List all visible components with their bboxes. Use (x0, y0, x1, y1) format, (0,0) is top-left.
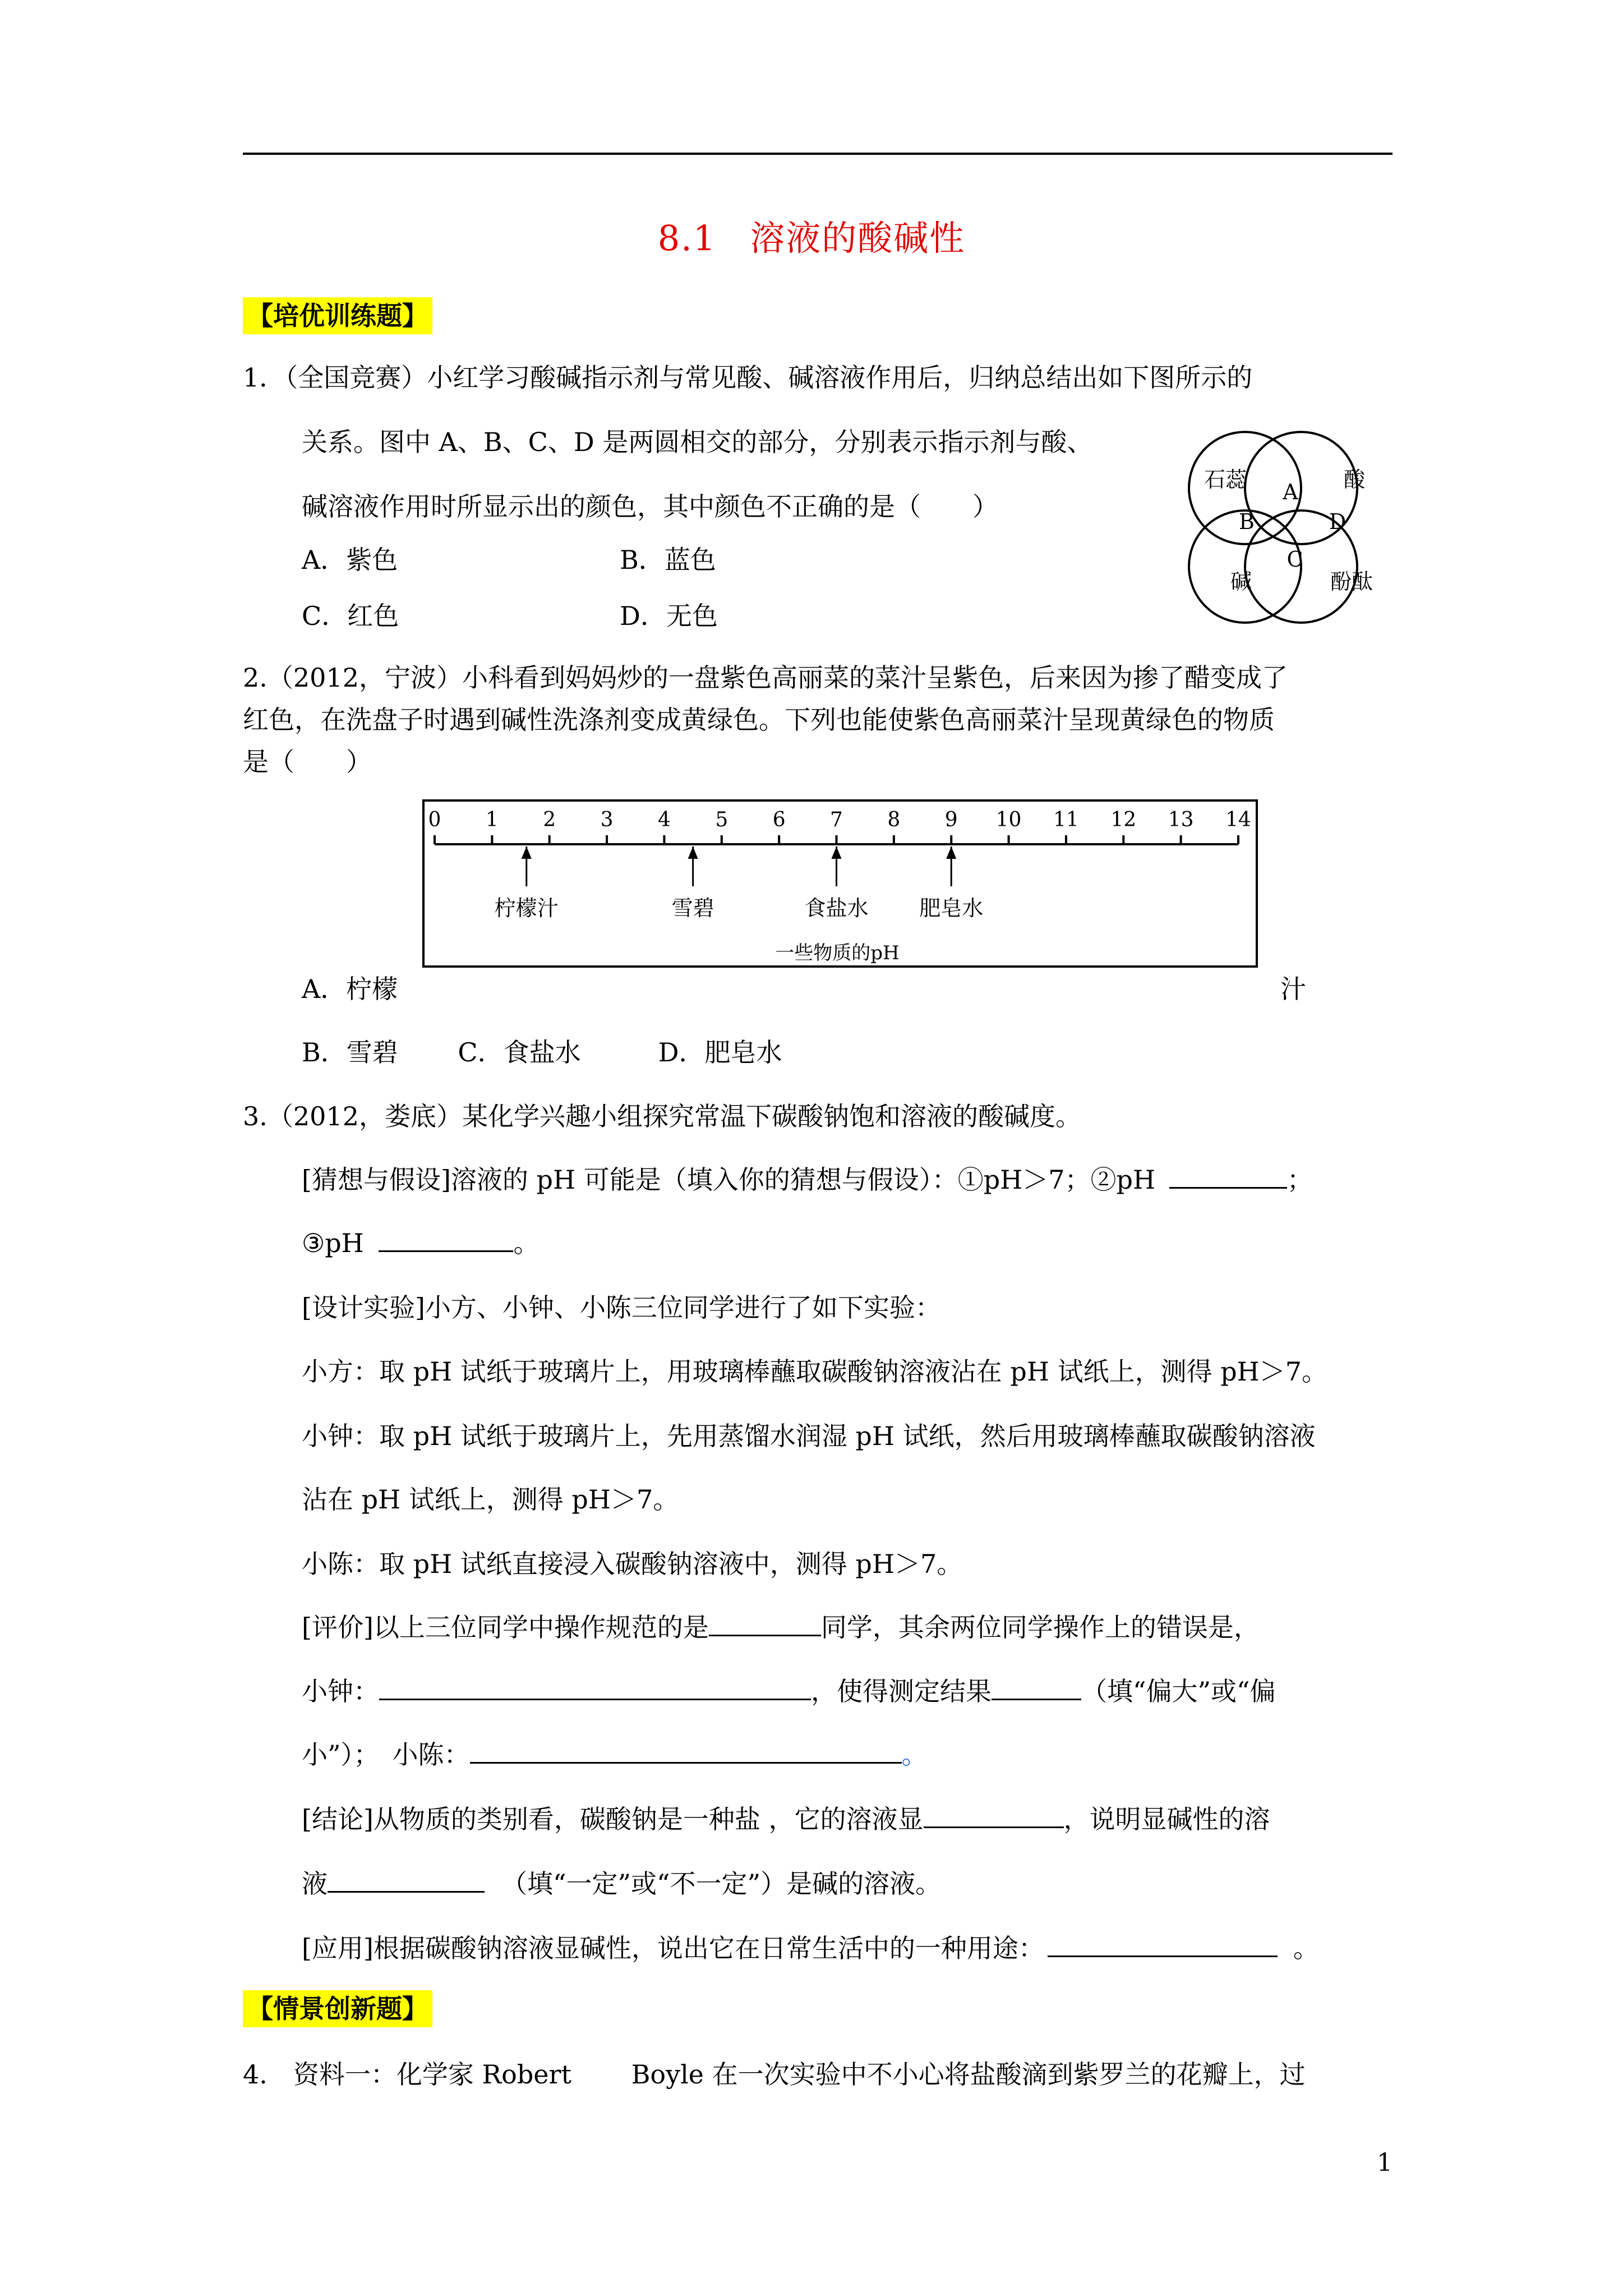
q3-xiaozhong-1: 小钟：取 pH 试纸于玻璃片上，先用蒸馏水润湿 pH 试纸，然后用玻璃棒蘸取碳酸钠溶液 (302, 1421, 1316, 1451)
q3-chen-end: 。 (901, 1740, 928, 1770)
q1-line2: 关系。图中 A、B、C、D 是两圆相交的部分，分别表示指示剂与酸、 (302, 427, 1093, 457)
ph-tick-label-6: 6 (772, 808, 786, 831)
q3-hypothesis-end: 。 (513, 1228, 540, 1258)
ph-tick-label-5: 5 (715, 808, 728, 831)
ph-tick-label-7: 7 (830, 808, 843, 831)
q3-evaluation-text: [评价]以上三位同学中操作规范的是 (302, 1612, 709, 1642)
q3-evaluation-line (302, 1609, 1260, 1646)
q2-line3: 是（ ） (243, 747, 372, 777)
ph-tick-label-8: 8 (887, 808, 901, 831)
q3-blank-zhong-error[interactable] (379, 1673, 811, 1700)
venn-region-a: A (1283, 480, 1298, 504)
ph-tick-label-11: 11 (1053, 808, 1079, 831)
q3-evaluation-text2: 同学，其余两位同学操作上的错误是， (820, 1612, 1260, 1642)
q3-conclusion-text2: ，说明显碱性的溶 (1063, 1804, 1270, 1834)
q3-blank-ph2[interactable] (1169, 1161, 1287, 1189)
ph-tick-label-0: 0 (428, 808, 441, 831)
venn-label-acid: 酸 (1343, 467, 1366, 492)
q2-line2: 红色，在洗盘子时遇到碱性洗涤剂变成黄绿色。下列也能使紫色高丽菜汁呈现黄绿色的物质 (243, 705, 1275, 735)
ph-marker-label-2: 食盐水 (804, 896, 869, 921)
venn-region-b: B (1239, 509, 1255, 534)
q3-conclusion-line2 (302, 1865, 941, 1902)
ph-tick-label-4: 4 (657, 808, 671, 831)
venn-region-d: D (1329, 509, 1347, 534)
ph-tick-label-1: 1 (485, 808, 499, 831)
top-rule (243, 153, 1393, 155)
q3-hypothesis-line2 (302, 1225, 539, 1262)
ph-tick-label-3: 3 (600, 808, 614, 831)
q3-blank-solution-nature[interactable] (924, 1801, 1064, 1828)
q3-application-end: 。 (1293, 1933, 1319, 1963)
q3-zhong-effect: ，使得测定结果 (811, 1676, 992, 1706)
q3-blank-use[interactable] (1048, 1930, 1278, 1957)
q3-blank-correct-student[interactable] (709, 1609, 821, 1636)
ph-marker-label-3: 肥皂水 (919, 896, 984, 921)
ph-tick-label-14: 14 (1225, 808, 1251, 831)
section-heading-innovation: 【情景创新题】 (243, 1990, 432, 2027)
ph-tick-label-12: 12 (1110, 808, 1137, 831)
q3-conclusion-text: [结论]从物质的类别看，碳酸钠是一种盐 ，它的溶液显 (302, 1804, 924, 1834)
q3-hypothesis-text: [猜想与假设]溶液的 pH 可能是（填入你的猜想与假设）：①pH＞7；②pH (302, 1165, 1156, 1195)
ph-scale-caption: 一些物质的pH (775, 942, 900, 964)
venn-diagram (1181, 426, 1416, 639)
q2-options-bcd: B．雪碧 C．食盐水 D．肥皂水 (302, 1037, 782, 1068)
ph-scale-figure (422, 799, 1258, 968)
q3-xiaochen: 小陈：取 pH 试纸直接浸入碳酸钠溶液中，测得 pH＞7。 (302, 1549, 963, 1579)
q3-conclusion-text3: 液 (302, 1869, 328, 1899)
page-number: 1 (1377, 2148, 1393, 2177)
q3-conclusion-text4: （填“一定”或“不一定”）是碱的溶液。 (501, 1869, 942, 1899)
venn-label-litmus: 石蕊 (1204, 467, 1247, 492)
q3-chen-error-line (302, 1736, 928, 1773)
q3-zhong-error-line (302, 1673, 1276, 1710)
page-title (0, 216, 1623, 261)
ph-marker-label-1: 雪碧 (671, 896, 714, 921)
ph-tick-label-2: 2 (543, 808, 556, 831)
q3-xiaofang: 小方：取 pH 试纸于玻璃片上，用玻璃棒蘸取碳酸钠溶液沾在 pH 试纸上，测得 pH＞7。 (302, 1356, 1328, 1387)
ph-marker-arrowhead-1 (688, 846, 698, 859)
ph-marker-label-0: 柠檬汁 (494, 896, 559, 921)
q3-xiaozhong-2: 沾在 pH 试纸上，测得 pH＞7。 (302, 1484, 679, 1515)
ph-tick-label-10: 10 (995, 808, 1022, 831)
q2-line1: 2.（2012，宁波）小科看到妈妈炒的一盘紫色高丽菜的菜汁呈紫色，后来因为掺了醋变成了 (243, 662, 1288, 693)
q3-blank-certainty[interactable] (328, 1865, 485, 1893)
title-text: 溶液的酸碱性 (750, 218, 966, 259)
q3-design: [设计实验]小方、小钟、小陈三位同学进行了如下实验： (302, 1292, 941, 1323)
q3-line1: 3.（2012，娄底）某化学兴趣小组探究常温下碳酸钠饱和溶液的酸碱度。 (243, 1101, 1081, 1131)
q3-hypothesis-ph3: ③pH (302, 1228, 364, 1258)
venn-region-c: C (1287, 547, 1303, 572)
q1-option-c: C．红色 (302, 601, 399, 631)
ph-tick-label-13: 13 (1168, 808, 1194, 831)
ph-marker-arrowhead-0 (522, 846, 532, 859)
ph-tick-label-9: 9 (944, 808, 958, 831)
q3-conclusion-line (302, 1801, 1270, 1838)
title-number: 8.1 (657, 218, 717, 259)
q2-option-a: A．柠檬 (302, 974, 398, 1004)
ph-marker-arrowhead-3 (946, 846, 956, 859)
q3-blank-ph3[interactable] (379, 1225, 513, 1252)
q1-line3: 碱溶液作用时所显示出的颜色，其中颜色不正确的是（ ） (302, 491, 998, 522)
venn-label-phenol: 酚酞 (1330, 569, 1373, 594)
q1-line1: 1．（全国竞赛）小红学习酸碱指示剂与常见酸、碱溶液作用后，归纳总结出如下图所示的 (243, 362, 1253, 393)
q4-line1: 4. 资料一：化学家 Robert Boyle 在一次实验中不小心将盐酸滴到紫罗兰的花瓣上，过 (243, 2059, 1306, 2090)
q3-application-text: [应用]根据碳酸钠溶液显碱性，说出它在日常生活中的一种用途： (302, 1933, 1044, 1963)
q3-hypothesis-line (302, 1161, 1313, 1198)
q3-application-line (302, 1930, 1319, 1967)
q2-option-a-tail: 汁 (1280, 974, 1306, 1004)
q3-blank-chen-error[interactable] (470, 1736, 902, 1764)
ph-marker-arrowhead-2 (832, 846, 842, 859)
q3-zhong-hint: （填“偏大”或“偏 (1081, 1676, 1276, 1706)
q3-chen-label: 小”）； 小陈： (302, 1740, 470, 1770)
section-heading-training: 【培优训练题】 (243, 297, 432, 334)
q1-option-d: D．无色 (620, 601, 718, 631)
q1-option-a: A．紫色 (302, 545, 398, 575)
q3-zhong-label: 小钟： (302, 1676, 379, 1706)
q3-hypothesis-sep: ； (1287, 1165, 1313, 1195)
venn-label-base: 碱 (1230, 569, 1252, 594)
q1-option-b: B．蓝色 (620, 545, 716, 575)
q3-blank-zhong-result[interactable] (992, 1673, 1081, 1700)
